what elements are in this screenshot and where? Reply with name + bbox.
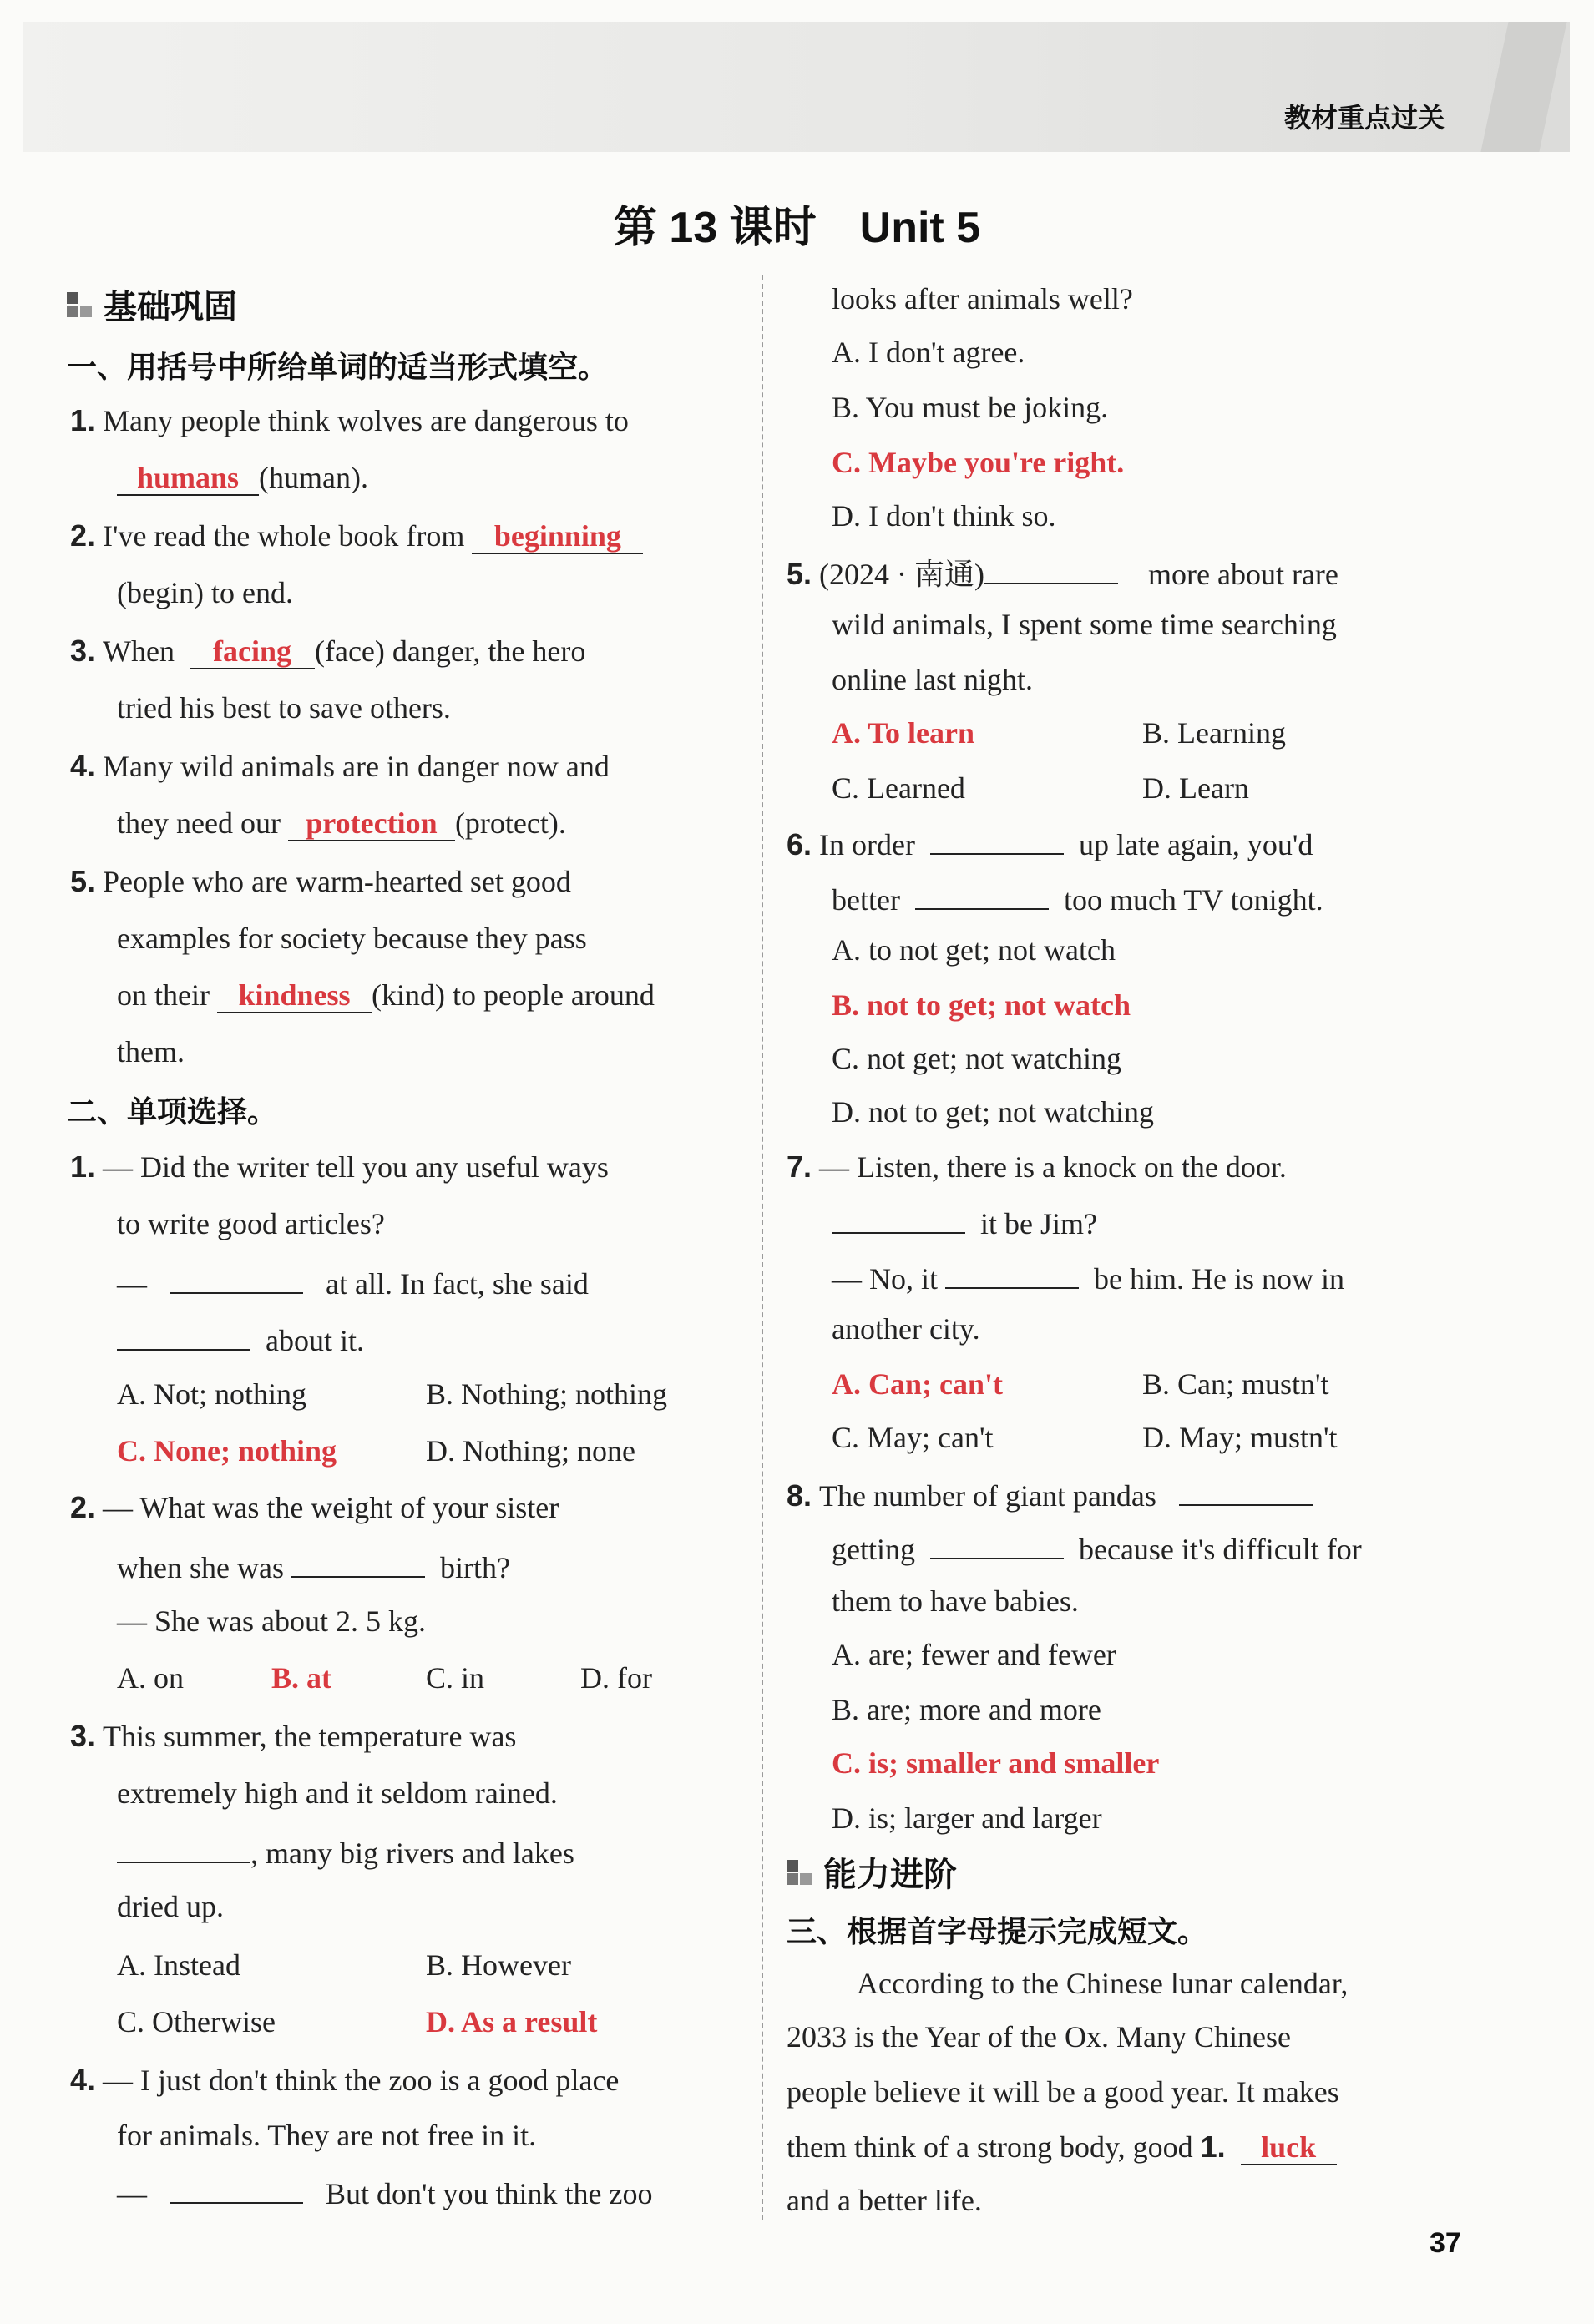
blank (117, 1833, 250, 1863)
p2-q7-opt-b: B. Can; mustn't (1142, 1367, 1329, 1401)
part3-heading: 三、根据首字母提示完成短文。 (787, 1914, 1208, 1948)
p2-q4-line2: for animals. They are not free in it. (117, 2119, 537, 2152)
p2-q7-line4: another city. (832, 1312, 980, 1346)
p2-q1-line2: to write good articles? (117, 1207, 385, 1240)
p2-q8-opt-c: C. is; smaller and smaller (832, 1746, 1160, 1780)
p2-q7-line2: it be Jim? (832, 1204, 1097, 1240)
blank (930, 825, 1064, 855)
p2-q2-opt-a: A. on (117, 1661, 184, 1695)
p2-q5-opt-c: C. Learned (832, 771, 965, 805)
section-icon (787, 1860, 812, 1885)
p2-q1-opt-a: A. Not; nothing (117, 1377, 307, 1411)
p2-q7-line1: 7. — Listen, there is a knock on the door. (787, 1149, 1287, 1184)
p2-q3-opt-c: C. Otherwise (117, 2005, 276, 2039)
part1-heading: 一、用括号中所给单词的适当形式填空。 (67, 350, 609, 384)
p2-q2-line2: when she was birth? (117, 1548, 510, 1584)
p2-q6-opt-a: A. to not get; not watch (832, 933, 1116, 967)
p3-line1: According to the Chinese lunar calendar, (857, 1967, 1349, 2000)
p1-q4-line1: 4. Many wild animals are in danger now and (70, 749, 610, 783)
p1-q5-line2: examples for society because they pass (117, 922, 587, 955)
p2-q4-opt-a: A. I don't agree. (832, 336, 1025, 369)
blank (832, 1204, 965, 1234)
p2-q6-opt-b: B. not to get; not watch (832, 988, 1131, 1022)
p2-q7-line3: — No, it be him. He is now in (832, 1259, 1344, 1296)
p2-q2-opt-c: C. in (426, 1661, 485, 1695)
p2-q4-line4: looks after animals well? (832, 282, 1133, 316)
p2-q1-opt-c: C. None; nothing (117, 1434, 337, 1468)
p2-q6-opt-c: C. not get; not watching (832, 1042, 1121, 1075)
section-advanced-label: 能力进阶 (823, 1857, 957, 1893)
p3-line2: 2033 is the Year of the Ox. Many Chinese (787, 2020, 1291, 2054)
p2-q6-opt-d: D. not to get; not watching (832, 1095, 1154, 1129)
p2-q5-line2: wild animals, I spent some time searching (832, 608, 1337, 641)
p2-q4-opt-c: C. Maybe you're right. (832, 446, 1125, 479)
p1-q1-line2: humans (human). (117, 461, 368, 496)
p2-q1-line1: 1. — Did the writer tell you any useful ways (70, 1149, 609, 1184)
blank (930, 1529, 1064, 1559)
p2-q5-line3: online last night. (832, 663, 1033, 696)
p2-q3-line1: 3. This summer, the temperature was (70, 1719, 517, 1753)
p2-q3-opt-b: B. However (426, 1948, 571, 1982)
p3-line5: and a better life. (787, 2184, 982, 2217)
p2-q2-opt-d: D. for (580, 1661, 652, 1695)
p2-q6-line2: better too much TV tonight. (832, 880, 1323, 917)
answer-beginning: beginning (472, 519, 643, 554)
p1-q4-line2: they need our protection (protect). (117, 806, 566, 840)
column-divider (762, 275, 763, 2220)
p2-q2-opt-b: B. at (271, 1661, 331, 1695)
answer-humans: humans (117, 461, 259, 496)
page-number: 37 (1430, 2227, 1461, 2259)
p2-q8-line3: them to have babies. (832, 1584, 1079, 1618)
p2-q3-line2: extremely high and it seldom rained. (117, 1776, 558, 1810)
p2-q3-line3: , many big rivers and lakes (117, 1833, 574, 1870)
answer-kindness: kindness (217, 978, 372, 1013)
p2-q6-line1: 6. In order up late again, you'd (787, 825, 1313, 861)
p1-q2-line1: 2. I've read the whole book from beginning (70, 519, 643, 554)
section-basic-heading (67, 280, 237, 328)
section-icon (67, 292, 92, 317)
p2-q8-opt-b: B. are; more and more (832, 1693, 1101, 1726)
p2-q1-line3: — at all. In fact, she said (117, 1264, 589, 1301)
header-tag: 教材重点过关 (1283, 103, 1445, 133)
blank (1179, 1476, 1313, 1506)
p1-q3-line2: tried his best to save others. (117, 691, 451, 725)
answer-protection: protection (288, 806, 455, 841)
p2-q8-opt-a: A. are; fewer and fewer (832, 1638, 1116, 1671)
p2-q8-line2: getting because it's difficult for (832, 1529, 1362, 1566)
blank (170, 2174, 303, 2204)
p2-q1-opt-b: B. Nothing; nothing (426, 1377, 668, 1411)
p2-q3-opt-d: D. As a result (426, 2005, 598, 2039)
p2-q8-opt-d: D. is; larger and larger (832, 1801, 1102, 1835)
p2-q5-opt-b: B. Learning (1142, 716, 1286, 750)
p3-line3: people believe it will be a good year. It makes (787, 2075, 1339, 2109)
p1-q5-line4: them. (117, 1035, 185, 1069)
p2-q5-line1: 5. (2024 · 南通) more about rare (787, 554, 1338, 591)
p2-q2-line3: — She was about 2. 5 kg. (117, 1604, 426, 1638)
p2-q4-opt-d: D. I don't think so. (832, 499, 1056, 533)
p2-q2-line1: 2. — What was the weight of your sister (70, 1490, 559, 1524)
blank (117, 1321, 250, 1351)
p2-q3-line4: dried up. (117, 1890, 224, 1923)
p2-q5-opt-d: D. Learn (1142, 771, 1249, 805)
p1-q5-line1: 5. People who are warm-hearted set good (70, 864, 571, 898)
page-title: 第 13 课时 Unit 5 (613, 204, 981, 252)
p2-q8-line1: 8. The number of giant pandas (787, 1476, 1313, 1513)
p2-q7-opt-d: D. May; mustn't (1142, 1421, 1338, 1454)
p1-q5-line3: on their kindness (kind) to people around (117, 978, 655, 1012)
p1-q1-line1: 1. Many people think wolves are dangerous to (70, 403, 629, 437)
blank (170, 1264, 303, 1294)
answer-luck: luck (1241, 2130, 1337, 2165)
p2-q4-line3: — But don't you think the zoo (117, 2174, 652, 2210)
p3-line4: them think of a strong body, good 1. luck (787, 2130, 1337, 2165)
p1-q3-line1: 3. When facing (face) danger, the hero (70, 634, 586, 668)
part2-heading: 二、单项选择。 (67, 1094, 278, 1129)
p2-q1-line4: about it. (117, 1321, 364, 1357)
blank (291, 1548, 425, 1578)
p2-q1-opt-d: D. Nothing; none (426, 1434, 635, 1468)
page-header (23, 22, 1570, 152)
section-advanced-heading (787, 1848, 957, 1896)
p2-q4-line1: 4. — I just don't think the zoo is a good place (70, 2063, 620, 2097)
blank (915, 880, 1049, 910)
p2-q5-opt-a: A. To learn (832, 716, 975, 750)
p2-q7-opt-a: A. Can; can't (832, 1367, 1003, 1401)
section-basic-label: 基础巩固 (104, 289, 237, 326)
p2-q4-opt-b: B. You must be joking. (832, 391, 1109, 424)
p2-q7-opt-c: C. May; can't (832, 1421, 994, 1454)
answer-facing: facing (190, 634, 315, 669)
header-stripe (1480, 22, 1566, 152)
p2-q3-opt-a: A. Instead (117, 1948, 240, 1982)
p1-q2-line2: (begin) to end. (117, 576, 293, 609)
blank (984, 554, 1118, 584)
blank (945, 1259, 1079, 1289)
